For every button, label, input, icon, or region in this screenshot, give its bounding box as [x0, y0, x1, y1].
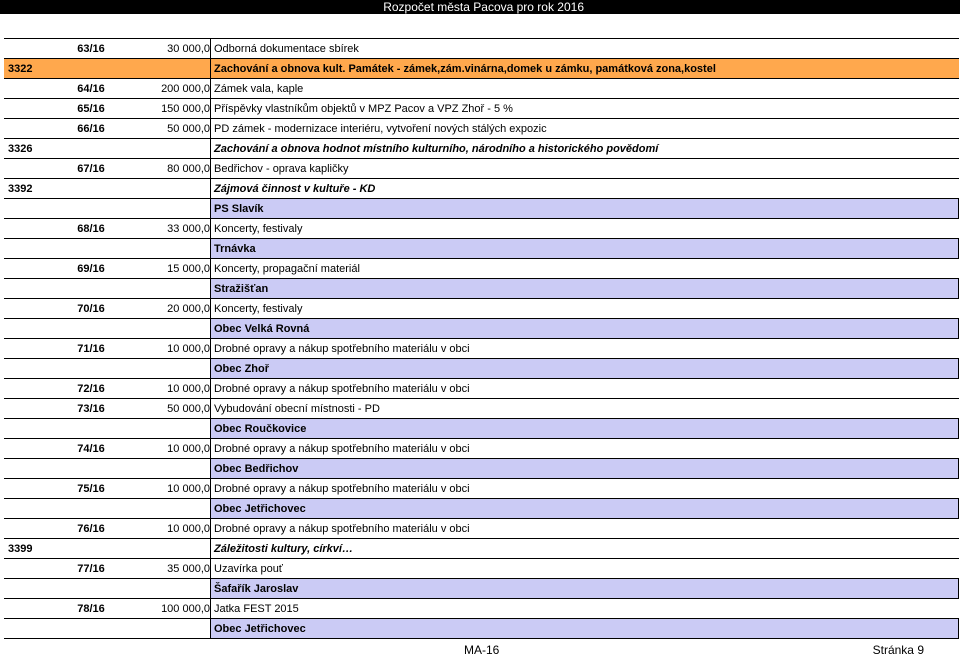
- paragraph-code: [4, 199, 54, 219]
- table-row: [4, 419, 959, 439]
- item-number: [54, 239, 128, 259]
- document-title: Rozpočet města Pacova pro rok 2016: [383, 0, 584, 14]
- description-cell: Drobné opravy a nákup spotřebního materiálu v obci: [211, 439, 959, 459]
- table-row: [4, 39, 959, 59]
- amount-cell: 20 000,0: [128, 299, 211, 319]
- amount-cell: 30 000,0: [128, 39, 211, 59]
- table-row: [4, 379, 959, 399]
- table-row: [4, 259, 959, 279]
- table-row: [4, 139, 959, 159]
- description-cell: PS Slavík: [211, 199, 959, 219]
- paragraph-code: 3326: [4, 139, 54, 159]
- paragraph-code: [4, 619, 54, 639]
- description-cell: Zámek vala, kaple: [211, 79, 959, 99]
- table-row: [4, 559, 959, 579]
- amount-cell: [128, 279, 211, 299]
- paragraph-code: [4, 419, 54, 439]
- description-cell: Bedřichov - oprava kapličky: [211, 159, 959, 179]
- paragraph-code: 3322: [4, 59, 54, 79]
- amount-cell: [128, 139, 211, 159]
- table-row: [4, 99, 959, 119]
- description-cell: Drobné opravy a nákup spotřebního materiálu v obci: [211, 339, 959, 359]
- item-number: [54, 199, 128, 219]
- table-row: [4, 339, 959, 359]
- item-number: 71/16: [54, 339, 128, 359]
- amount-cell: 15 000,0: [128, 259, 211, 279]
- table-row: [4, 279, 959, 299]
- item-number: 66/16: [54, 119, 128, 139]
- amount-cell: 150 000,0: [128, 99, 211, 119]
- item-number: [54, 579, 128, 599]
- amount-cell: 10 000,0: [128, 479, 211, 499]
- description-cell: Záležitosti kultury, církví…: [211, 539, 959, 559]
- paragraph-code: [4, 159, 54, 179]
- description-cell: Koncerty, festivaly: [211, 299, 959, 319]
- description-cell: Trnávka: [211, 239, 959, 259]
- paragraph-code: 3392: [4, 179, 54, 199]
- description-cell: Odborná dokumentace sbírek: [211, 39, 959, 59]
- item-number: 73/16: [54, 399, 128, 419]
- amount-cell: [128, 419, 211, 439]
- paragraph-code: [4, 339, 54, 359]
- amount-cell: [128, 239, 211, 259]
- item-number: 74/16: [54, 439, 128, 459]
- paragraph-code: [4, 359, 54, 379]
- table-row: [4, 519, 959, 539]
- table-row: [4, 79, 959, 99]
- table-row: [4, 319, 959, 339]
- budget-table: [4, 38, 959, 639]
- amount-cell: [128, 459, 211, 479]
- item-number: 72/16: [54, 379, 128, 399]
- item-number: 67/16: [54, 159, 128, 179]
- item-number: [54, 139, 128, 159]
- item-number: [54, 459, 128, 479]
- paragraph-code: [4, 519, 54, 539]
- table-row: [4, 599, 959, 619]
- description-cell: Šafařík Jaroslav: [211, 579, 959, 599]
- item-number: [54, 279, 128, 299]
- paragraph-code: [4, 119, 54, 139]
- table-row: [4, 459, 959, 479]
- paragraph-code: [4, 459, 54, 479]
- description-cell: Stražišťan: [211, 279, 959, 299]
- paragraph-code: [4, 219, 54, 239]
- item-number: [54, 319, 128, 339]
- item-number: [54, 359, 128, 379]
- paragraph-code: [4, 579, 54, 599]
- amount-cell: 200 000,0: [128, 79, 211, 99]
- description-cell: Vybudování obecní místnosti - PD: [211, 399, 959, 419]
- paragraph-code: [4, 599, 54, 619]
- table-row: [4, 359, 959, 379]
- paragraph-code: [4, 39, 54, 59]
- table-row: [4, 539, 959, 559]
- description-cell: Jatka FEST 2015: [211, 599, 959, 619]
- description-cell: Zachování a obnova kult. Památek - zámek,zám.vinárna,domek u zámku, památková zona,kostel: [211, 59, 959, 79]
- paragraph-code: [4, 259, 54, 279]
- item-number: [54, 419, 128, 439]
- amount-cell: 80 000,0: [128, 159, 211, 179]
- paragraph-code: [4, 319, 54, 339]
- header-bar: [0, 0, 960, 14]
- amount-cell: [128, 499, 211, 519]
- description-cell: Obec Roučkovice: [211, 419, 959, 439]
- item-number: [54, 179, 128, 199]
- amount-cell: 10 000,0: [128, 519, 211, 539]
- table-row: [4, 619, 959, 639]
- amount-cell: [128, 619, 211, 639]
- item-number: 65/16: [54, 99, 128, 119]
- item-number: 78/16: [54, 599, 128, 619]
- table-row: [4, 439, 959, 459]
- item-number: 63/16: [54, 39, 128, 59]
- paragraph-code: [4, 499, 54, 519]
- item-number: 70/16: [54, 299, 128, 319]
- description-cell: Zájmová činnost v kultuře - KD: [211, 179, 959, 199]
- item-number: 76/16: [54, 519, 128, 539]
- amount-cell: 10 000,0: [128, 379, 211, 399]
- paragraph-code: [4, 299, 54, 319]
- amount-cell: [128, 179, 211, 199]
- footer-code: MA-16: [464, 643, 500, 657]
- paragraph-code: [4, 399, 54, 419]
- paragraph-code: [4, 79, 54, 99]
- description-cell: Příspěvky vlastníkům objektů v MPZ Pacov a VPZ Zhoř - 5 %: [211, 99, 959, 119]
- amount-cell: [128, 359, 211, 379]
- description-cell: Uzavírka pouť: [211, 559, 959, 579]
- table-row: [4, 299, 959, 319]
- paragraph-code: [4, 279, 54, 299]
- description-cell: Obec Jetřichovec: [211, 619, 959, 639]
- description-cell: Drobné opravy a nákup spotřebního materiálu v obci: [211, 379, 959, 399]
- amount-cell: [128, 199, 211, 219]
- amount-cell: [128, 579, 211, 599]
- description-cell: Zachování a obnova hodnot místního kulturního, národního a historického povědomí: [211, 139, 959, 159]
- table-row: [4, 199, 959, 219]
- amount-cell: 100 000,0: [128, 599, 211, 619]
- description-cell: Drobné opravy a nákup spotřebního materiálu v obci: [211, 479, 959, 499]
- page-number: Stránka 9: [872, 643, 924, 657]
- paragraph-code: [4, 559, 54, 579]
- amount-cell: 50 000,0: [128, 119, 211, 139]
- description-cell: Obec Velká Rovná: [211, 319, 959, 339]
- table-row: [4, 219, 959, 239]
- table-row: [4, 499, 959, 519]
- paragraph-code: 3399: [4, 539, 54, 559]
- paragraph-code: [4, 439, 54, 459]
- item-number: [54, 499, 128, 519]
- description-cell: Obec Jetřichovec: [211, 499, 959, 519]
- amount-cell: [128, 59, 211, 79]
- table-row: [4, 119, 959, 139]
- description-cell: Koncerty, propagační materiál: [211, 259, 959, 279]
- item-number: 77/16: [54, 559, 128, 579]
- amount-cell: 35 000,0: [128, 559, 211, 579]
- amount-cell: 10 000,0: [128, 439, 211, 459]
- item-number: [54, 619, 128, 639]
- table-row: [4, 59, 959, 79]
- item-number: 64/16: [54, 79, 128, 99]
- paragraph-code: [4, 479, 54, 499]
- item-number: 69/16: [54, 259, 128, 279]
- table-row: [4, 399, 959, 419]
- amount-cell: 10 000,0: [128, 339, 211, 359]
- amount-cell: [128, 539, 211, 559]
- table-row: [4, 239, 959, 259]
- description-cell: PD zámek - modernizace interiéru, vytvoření nových stálých expozic: [211, 119, 959, 139]
- paragraph-code: [4, 99, 54, 119]
- description-cell: Obec Zhoř: [211, 359, 959, 379]
- amount-cell: 50 000,0: [128, 399, 211, 419]
- description-cell: Drobné opravy a nákup spotřebního materiálu v obci: [211, 519, 959, 539]
- item-number: 68/16: [54, 219, 128, 239]
- table-row: [4, 479, 959, 499]
- table-row: [4, 159, 959, 179]
- table-row: [4, 179, 959, 199]
- amount-cell: [128, 319, 211, 339]
- item-number: [54, 59, 128, 79]
- paragraph-code: [4, 239, 54, 259]
- description-cell: Koncerty, festivaly: [211, 219, 959, 239]
- table-row: [4, 579, 959, 599]
- description-cell: Obec Bedřichov: [211, 459, 959, 479]
- paragraph-code: [4, 379, 54, 399]
- item-number: [54, 539, 128, 559]
- amount-cell: 33 000,0: [128, 219, 211, 239]
- item-number: 75/16: [54, 479, 128, 499]
